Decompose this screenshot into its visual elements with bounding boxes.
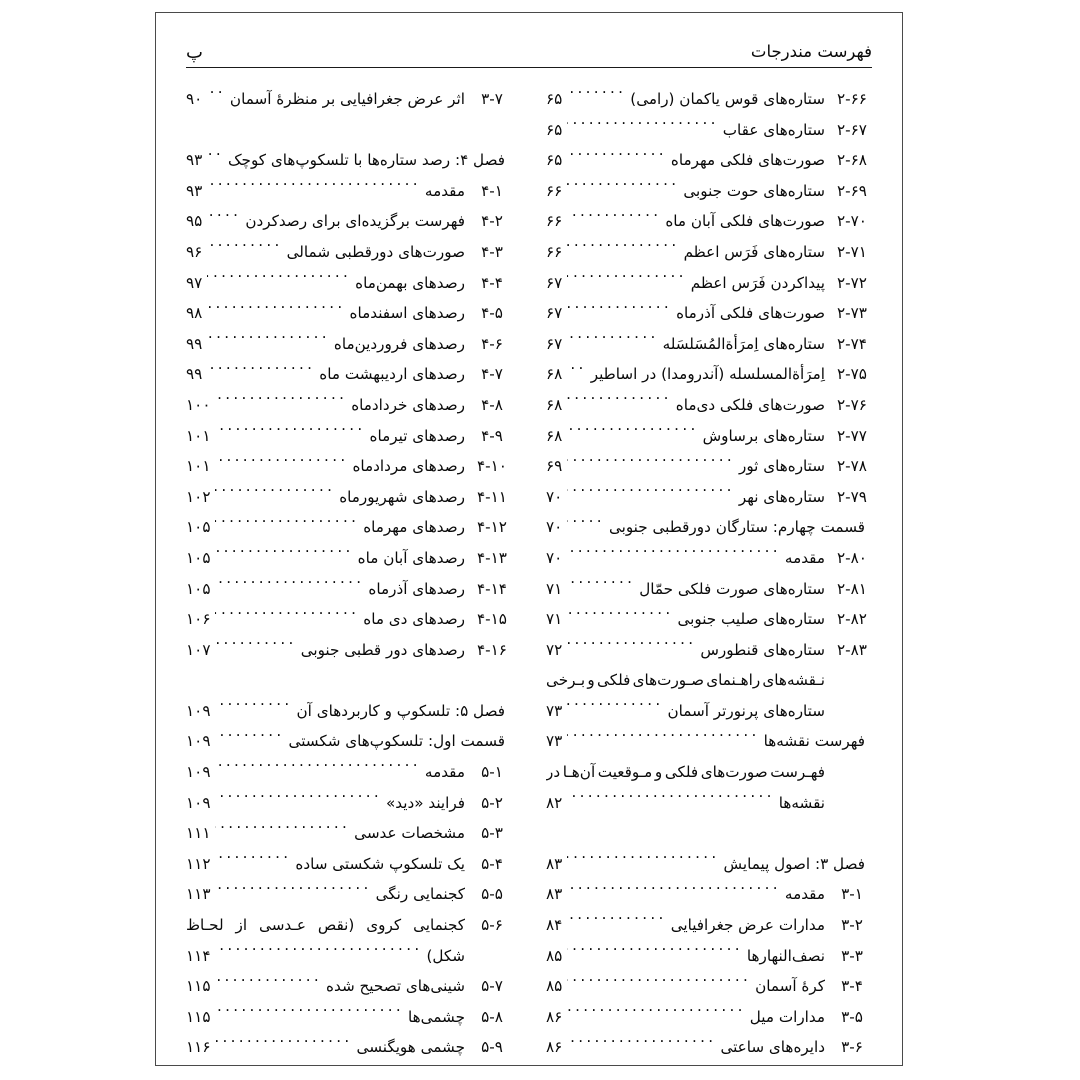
toc-dot-leader (207, 242, 282, 257)
toc-entry-page-number: ۸۴ (546, 916, 563, 935)
toc-dot-leader (215, 425, 365, 440)
toc-entry-page-number: ۷۰ (546, 548, 563, 567)
toc-entry-page-number: ۱۰۰ (186, 395, 211, 414)
toc-dot-leader (567, 701, 663, 716)
toc-entry-page-number: ۹۳ (186, 151, 203, 170)
toc-entry[interactable] (546, 176, 872, 207)
toc-dot-leader (567, 640, 696, 655)
toc-entry[interactable] (546, 237, 872, 268)
toc-entry-title: ستاره‌های اِمرَأةالمُسَلسَله (662, 334, 825, 353)
toc-dot-leader (207, 181, 421, 196)
toc-entry-title: فصل ۳: اصول پیمایش (723, 854, 865, 873)
toc-dot-leader (567, 119, 718, 134)
toc-dot-leader (567, 181, 679, 196)
running-head (186, 27, 872, 68)
toc-entry-title: چشمی هویگنسی (356, 1038, 465, 1057)
toc-dot-leader (215, 884, 371, 899)
toc-entry[interactable] (186, 726, 512, 757)
toc-entry[interactable] (546, 849, 872, 880)
toc-entry-page-number: ۶۷ (546, 273, 563, 292)
toc-entry-page-number: ۷۳ (546, 701, 563, 720)
toc-dot-leader (215, 609, 359, 624)
toc-entry-page-number: ۶۵ (546, 151, 563, 170)
toc-entry[interactable] (186, 329, 512, 360)
toc-entry-page-number: ۹۹ (186, 334, 203, 353)
toc-entry-page-number: ۱۱۲ (186, 854, 211, 873)
toc-dot-leader (215, 854, 291, 869)
toc-dot-leader (567, 425, 698, 440)
toc-entry-page-number: ۷۲ (546, 640, 563, 659)
toc-entry-page-number: ۶۸ (546, 426, 563, 445)
toc-entry-number: ۴-۱۱ (477, 487, 507, 506)
toc-dot-leader (567, 150, 667, 165)
toc-entry[interactable] (186, 512, 512, 543)
toc-entry[interactable] (546, 971, 872, 1002)
toc-entry-page-number: ۸۵ (546, 977, 563, 996)
toc-entry[interactable] (186, 788, 512, 819)
toc-column-left (186, 84, 529, 1057)
toc-entry-title: رصدهای آذرماه (368, 579, 465, 598)
toc-entry-number: ۴-۱۲ (477, 518, 507, 537)
toc-dot-leader (215, 1007, 404, 1022)
toc-dot-leader (567, 242, 679, 257)
toc-entry[interactable] (546, 482, 872, 513)
toc-dot-leader (567, 456, 735, 471)
toc-entry-page-number: ۸۲ (546, 793, 563, 812)
toc-entry-title: صورت‌های فلکی دی‌ماه (675, 395, 825, 414)
toc-entry-title: رصدهای آبان ماه (357, 548, 465, 567)
toc-entry-page-number: ۶۵ (546, 90, 563, 108)
toc-dot-leader (207, 150, 224, 165)
toc-entry-number: ۴-۸ (481, 395, 503, 414)
toc-entry-number: ۵-۲ (481, 793, 503, 812)
toc-entry-title: چشمی‌ها (407, 1007, 465, 1026)
toc-spacer (186, 665, 512, 696)
toc-entry-title: دایره‌های ساعتی (720, 1038, 825, 1057)
toc-entry-number: ۲-۷۵ (837, 365, 867, 384)
toc-entry[interactable] (186, 1032, 512, 1063)
toc-entry-page-number: ۱۰۱ (186, 426, 211, 445)
toc-entry-title: رصدهای دور قطبی جنوبی (300, 640, 465, 659)
toc-entry-page-number: ۹۷ (186, 273, 203, 292)
toc-entry-title: صورت‌های فلکی آذرماه (676, 304, 825, 323)
toc-entry[interactable] (186, 237, 512, 268)
toc-entry[interactable] (186, 971, 512, 1002)
toc-entry-page-number: ۱۰۹ (186, 793, 211, 812)
toc-entry-page-number: ۹۹ (186, 365, 203, 384)
toc-entry[interactable] (186, 696, 512, 727)
toc-entry-number: ۴-۱۴ (477, 579, 507, 598)
toc-columns (186, 84, 872, 1057)
toc-entry-title: ستاره‌های عقاب (722, 120, 825, 139)
toc-entry-title: مقدمه (784, 548, 825, 567)
toc-entry[interactable] (546, 329, 872, 360)
toc-entry-number: ۴-۱ (481, 181, 503, 200)
toc-entry-page-number: ۸۳ (546, 885, 563, 904)
toc-entry[interactable] (546, 421, 872, 452)
toc-entry-page-number: ۱۰۹ (186, 701, 211, 720)
toc-entry-number: ۵-۷ (481, 977, 503, 996)
toc-entry-page-number: ۷۱ (546, 610, 563, 629)
document-page (155, 12, 903, 1066)
toc-entry[interactable] (546, 635, 872, 666)
toc-entry-title: رصدهای اردیبهشت ماه (319, 365, 465, 384)
toc-entry[interactable] (186, 298, 512, 329)
toc-dot-leader (207, 211, 241, 226)
toc-entry-number: ۳-۷ (481, 90, 503, 108)
toc-entry-title: صورت‌های فلکی مهرماه (670, 151, 825, 170)
toc-entry-title: مشخصات عدسی (354, 824, 465, 843)
toc-entry-page-number: ۹۰ (186, 90, 203, 108)
toc-entry-title: رصدهای مردادماه (352, 457, 465, 476)
toc-entry-number: ۲-۷۱ (837, 242, 867, 261)
toc-entry-page-number: ۹۶ (186, 242, 203, 261)
toc-entry-page-number: ۶۸ (546, 365, 563, 384)
page-content-area (186, 27, 872, 1057)
toc-entry-title: فهرست برگزیده‌ای برای رصد‌کردن (245, 212, 465, 231)
toc-entry-page-number: ۱۱۵ (186, 1007, 211, 1026)
toc-dot-leader (215, 823, 350, 838)
toc-dot-leader (215, 487, 335, 502)
toc-dot-leader (567, 517, 605, 532)
toc-entry-number: ۴-۱۳ (477, 548, 507, 567)
toc-entry-number: ۴-۱۰ (477, 457, 507, 476)
toc-entry-title: مقدمه (424, 763, 465, 782)
toc-entry-number: ۴-۵ (481, 304, 503, 323)
toc-entry-title: مدارات میل (749, 1007, 825, 1026)
toc-entry-title: رصدهای اسفندماه (349, 304, 465, 323)
toc-entry-number: ۴-۱۵ (477, 610, 507, 629)
toc-entry-page-number: ۱۱۵ (186, 977, 211, 996)
toc-entry-title: مقدمه (784, 885, 825, 904)
toc-entry-number: ۲-۶۷ (837, 120, 867, 139)
toc-entry-page-number: ۱۱۱ (186, 824, 211, 843)
toc-spacer (186, 115, 512, 146)
toc-entry[interactable] (546, 206, 872, 237)
toc-entry-number: ۲-۸۱ (837, 579, 867, 598)
toc-entry-number: ۴-۹ (481, 426, 503, 445)
toc-entry-title-line2: نقشه‌ها (778, 793, 825, 812)
toc-entry-page-number: ۷۳ (546, 732, 563, 751)
toc-entry[interactable] (546, 726, 872, 757)
toc-entry-number: ۲-۶۶ (837, 90, 867, 108)
toc-dot-leader (215, 762, 420, 777)
toc-entry-page-number: ۱۰۵ (186, 579, 211, 598)
toc-dot-leader (567, 731, 759, 746)
toc-entry-page-number: ۹۵ (186, 212, 203, 231)
toc-entry-number: ۳-۱ (841, 885, 863, 904)
toc-entry[interactable] (546, 451, 872, 482)
toc-entry-title: اثر عرض جغرافیایی بر منظرۀ آسمان (229, 90, 465, 108)
toc-entry-title: رصدهای شهریورماه (339, 487, 465, 506)
toc-entry[interactable] (186, 910, 512, 971)
toc-entry-title: ستاره‌های ثور (739, 457, 825, 476)
toc-entry[interactable] (546, 1002, 872, 1033)
toc-entry-title: ستاره‌های صورت فلکی حمّال (639, 579, 825, 598)
toc-entry-title: ستاره‌های نهر (738, 487, 825, 506)
toc-entry[interactable] (546, 268, 872, 299)
toc-entry-number: ۲-۷۴ (837, 334, 867, 353)
toc-entry[interactable] (186, 574, 512, 605)
toc-dot-leader (567, 272, 686, 287)
toc-entry-number: ۳-۶ (841, 1038, 863, 1057)
toc-entry-page-number: ۱۰۲ (186, 487, 211, 506)
toc-dot-leader (567, 395, 671, 410)
toc-entry-page-number: ۱۱۳ (186, 885, 211, 904)
toc-entry-page-number: ۶۹ (546, 457, 563, 476)
toc-dot-leader (215, 976, 322, 991)
toc-entry-title: فصل ۴: رصد ستاره‌ها با تلسکوپ‌های کوچک (227, 151, 505, 170)
toc-entry-number: ۲-۶۹ (837, 181, 867, 200)
toc-entry-title: قسمت چهارم: ستارگان دورقطبی جنوبی (608, 518, 865, 537)
toc-dot-leader (567, 854, 719, 869)
toc-entry[interactable] (186, 390, 512, 421)
toc-dot-leader (215, 792, 382, 807)
toc-entry-page-number: ۷۱ (546, 579, 563, 598)
toc-entry[interactable] (186, 268, 512, 299)
toc-entry-number: ۲-۸۳ (837, 640, 867, 659)
toc-dot-leader (567, 364, 586, 379)
toc-entry-title: رصدهای فروردین‌ماه (333, 334, 465, 353)
toc-entry[interactable] (546, 115, 872, 146)
toc-entry[interactable] (546, 543, 872, 574)
toc-entry[interactable] (546, 512, 872, 543)
toc-entry-number: ۵-۸ (481, 1007, 503, 1026)
toc-entry-title: اِمرَأةالمسلسله (آندرومدا) در اساطیر (590, 365, 825, 384)
toc-dot-leader (567, 487, 734, 502)
toc-entry-title-line2: شکل) (426, 946, 465, 965)
toc-entry-number: ۴-۲ (481, 212, 503, 231)
toc-entry[interactable] (186, 849, 512, 880)
toc-entry-page-number: ۶۶ (546, 242, 563, 261)
page-folio: پ (186, 42, 203, 63)
toc-entry-number: ۳-۵ (841, 1007, 863, 1026)
toc-dot-leader (207, 303, 345, 318)
toc-entry-number: ۵-۱ (481, 763, 503, 782)
toc-entry[interactable] (186, 879, 512, 910)
toc-column-right (529, 84, 872, 1057)
toc-entry-title: ستاره‌های فَرَس اعظم (683, 242, 825, 261)
toc-entry-title: مدارات عرض جغرافیایی (670, 916, 825, 935)
toc-entry-page-number: ۸۶ (546, 1038, 563, 1057)
toc-entry-number: ۲-۷۸ (837, 457, 867, 476)
toc-entry-page-number: ۷۰ (546, 487, 563, 506)
toc-entry[interactable] (186, 543, 512, 574)
toc-entry-number: ۳-۲ (841, 916, 863, 935)
toc-entry[interactable] (186, 84, 512, 115)
toc-entry[interactable] (546, 879, 872, 910)
toc-dot-leader (567, 976, 751, 991)
toc-entry-title: ستاره‌های حوت جنوبی (683, 181, 825, 200)
toc-entry-number: ۵-۶ (481, 916, 503, 935)
toc-dot-leader (215, 945, 422, 960)
toc-dot-leader (215, 640, 296, 655)
toc-entry-title: کجنمایی رنگی (375, 885, 465, 904)
toc-entry-number: ۳-۴ (841, 977, 863, 996)
toc-spacer (546, 818, 872, 849)
toc-entry-title: صورت‌های فلکی آبان ماه (665, 212, 825, 231)
toc-entry-title: فرایند «دید» (385, 793, 465, 812)
toc-entry[interactable] (186, 206, 512, 237)
toc-entry-number: ۵-۹ (481, 1038, 503, 1057)
toc-entry-title: ستاره‌های برساوش (702, 426, 825, 445)
toc-entry[interactable] (186, 818, 512, 849)
toc-entry-number: ۴-۶ (481, 334, 503, 353)
toc-dot-leader (215, 578, 364, 593)
toc-entry[interactable] (186, 604, 512, 635)
toc-entry-page-number: ۱۱۴ (186, 946, 211, 965)
toc-entry-title-line1: نـقشه‌های راهـنمای صـورت‌های فلکی و بـرخی (546, 671, 825, 690)
toc-entry[interactable] (186, 359, 512, 390)
toc-entry[interactable] (186, 757, 512, 788)
toc-entry-title: یک تلسکوپ شکستی ساده (295, 854, 465, 873)
toc-dot-leader (567, 303, 672, 318)
toc-entry-number: ۳-۳ (841, 946, 863, 965)
toc-dot-leader (215, 395, 347, 410)
toc-dot-leader (567, 1007, 745, 1022)
toc-entry-number: ۲-۷۶ (837, 395, 867, 414)
toc-entry[interactable] (546, 84, 872, 115)
toc-entry[interactable] (186, 451, 512, 482)
toc-dot-leader (567, 89, 626, 104)
toc-entry-title: نصف‌النهارها (746, 946, 825, 965)
toc-entry-page-number: ۱۰۶ (186, 610, 211, 629)
toc-dot-leader (215, 701, 292, 716)
toc-entry-number: ۲-۷۳ (837, 304, 867, 323)
toc-entry-title: فصل ۵: تلسکوپ و کاربردهای آن (296, 701, 505, 720)
toc-dot-leader (567, 548, 781, 563)
toc-entry-number: ۴-۳ (481, 242, 503, 261)
toc-entry-page-number: ۶۸ (546, 395, 563, 414)
toc-entry[interactable] (186, 176, 512, 207)
toc-entry-page-number: ۸۶ (546, 1007, 563, 1026)
toc-dot-leader (215, 517, 359, 532)
toc-entry-title: فهرست نقشه‌ها (763, 732, 865, 751)
toc-entry[interactable] (546, 910, 872, 941)
toc-dot-leader (567, 334, 658, 349)
toc-entry[interactable] (186, 421, 512, 452)
toc-dot-leader (567, 792, 774, 807)
toc-entry-number: ۲-۸۲ (837, 610, 867, 629)
toc-entry[interactable] (546, 1032, 872, 1063)
toc-dot-leader (207, 334, 330, 349)
toc-entry-title: رصدهای دی ماه (363, 610, 465, 629)
toc-entry-title: صورت‌های دورقطبی شمالی (286, 242, 465, 261)
toc-entry-page-number: ۶۵ (546, 120, 563, 139)
toc-entry-page-number: ۹۸ (186, 304, 203, 323)
toc-entry-number: ۴-۷ (481, 365, 503, 384)
toc-dot-leader (567, 915, 666, 930)
toc-entry-number: ۲-۷۲ (837, 273, 867, 292)
toc-entry[interactable] (546, 941, 872, 972)
toc-entry[interactable] (546, 390, 872, 421)
toc-entry[interactable] (546, 298, 872, 329)
toc-entry-number: ۴-۴ (481, 273, 503, 292)
toc-entry-title: شینی‌های تصحیح شده (326, 977, 465, 996)
toc-entry-title: رصدهای بهمن‌ماه (355, 273, 465, 292)
toc-dot-leader (215, 456, 348, 471)
toc-dot-leader (215, 548, 353, 563)
toc-dot-leader (207, 272, 351, 287)
toc-dot-leader (567, 1037, 716, 1052)
toc-entry-number: ۵-۳ (481, 824, 503, 843)
toc-entry-page-number: ۹۳ (186, 181, 203, 200)
toc-entry[interactable] (546, 665, 872, 726)
toc-entry-page-number: ۱۰۵ (186, 548, 211, 567)
toc-dot-leader (567, 578, 635, 593)
toc-entry[interactable] (186, 635, 512, 666)
toc-entry-page-number: ۷۰ (546, 518, 563, 537)
toc-entry-number: ۵-۵ (481, 885, 503, 904)
toc-entry[interactable] (546, 604, 872, 635)
toc-entry[interactable] (186, 1002, 512, 1033)
toc-entry-title-line2: ستاره‌های پرنورتر آسمان (667, 701, 825, 720)
toc-entry-page-number: ۱۰۷ (186, 640, 211, 659)
toc-entry-page-number: ۱۰۵ (186, 518, 211, 537)
toc-entry[interactable] (186, 145, 512, 176)
toc-dot-leader (207, 89, 226, 104)
toc-dot-leader (567, 884, 781, 899)
toc-entry[interactable] (546, 574, 872, 605)
toc-entry[interactable] (546, 359, 872, 390)
toc-entry-title: پیدا‌کردن فَرَس اعظم (690, 273, 825, 292)
toc-dot-leader (215, 1037, 352, 1052)
toc-entry[interactable] (546, 757, 872, 818)
toc-entry-page-number: ۶۷ (546, 304, 563, 323)
toc-entry-number: ۲-۶۸ (837, 151, 867, 170)
toc-entry-title-line1: کجنمایی کروی (نقص عـدسی از لحـاظ (186, 916, 465, 935)
toc-entry-title: کرۀ آسمان (755, 977, 825, 996)
toc-entry-page-number: ۶۶ (546, 181, 563, 200)
toc-entry-page-number: ۱۰۹ (186, 763, 211, 782)
toc-entry-number: ۴-۱۶ (477, 640, 507, 659)
toc-entry-title: رصدهای خردادماه (351, 395, 465, 414)
toc-entry-page-number: ۱۱۶ (186, 1038, 211, 1057)
toc-entry-page-number: ۱۰۱ (186, 457, 211, 476)
toc-entry-title: ستاره‌های صلیب جنوبی (677, 610, 825, 629)
toc-dot-leader (215, 731, 284, 746)
toc-entry[interactable] (186, 482, 512, 513)
toc-entry-title: قسمت اول: تلسکوپ‌های شکستی (288, 732, 505, 751)
toc-entry-page-number: ۶۷ (546, 334, 563, 353)
toc-entry-page-number: ۱۰۹ (186, 732, 211, 751)
toc-dot-leader (567, 211, 661, 226)
toc-entry-page-number: ۶۶ (546, 212, 563, 231)
toc-entry-number: ۲-۸۰ (837, 548, 867, 567)
toc-entry-number: ۲-۷۷ (837, 426, 867, 445)
running-head-title: فهرست مندرجات (750, 42, 872, 61)
toc-entry-page-number: ۸۳ (546, 854, 563, 873)
toc-entry-title: ستاره‌های قوس یا‌کمان (رامی) (630, 90, 825, 108)
toc-entry-title: رصدهای تیر‌ماه (369, 426, 465, 445)
toc-entry-page-number: ۸۵ (546, 946, 563, 965)
toc-dot-leader (567, 945, 743, 960)
toc-entry-title: ستاره‌های قنطورس (700, 640, 825, 659)
toc-entry[interactable] (546, 145, 872, 176)
toc-entry-title: رصدهای مهرماه (363, 518, 465, 537)
toc-entry-number: ۵-۴ (481, 854, 503, 873)
toc-dot-leader (567, 609, 673, 624)
toc-entry-title: مقدمه (424, 181, 465, 200)
toc-entry-number: ۲-۷۹ (837, 487, 867, 506)
toc-dot-leader (207, 364, 315, 379)
toc-entry-number: ۲-۷۰ (837, 212, 867, 231)
toc-entry-title-line1: فهـرست صورت‌های فلکی و مـوقعیت آن‌هـا در (546, 763, 825, 782)
